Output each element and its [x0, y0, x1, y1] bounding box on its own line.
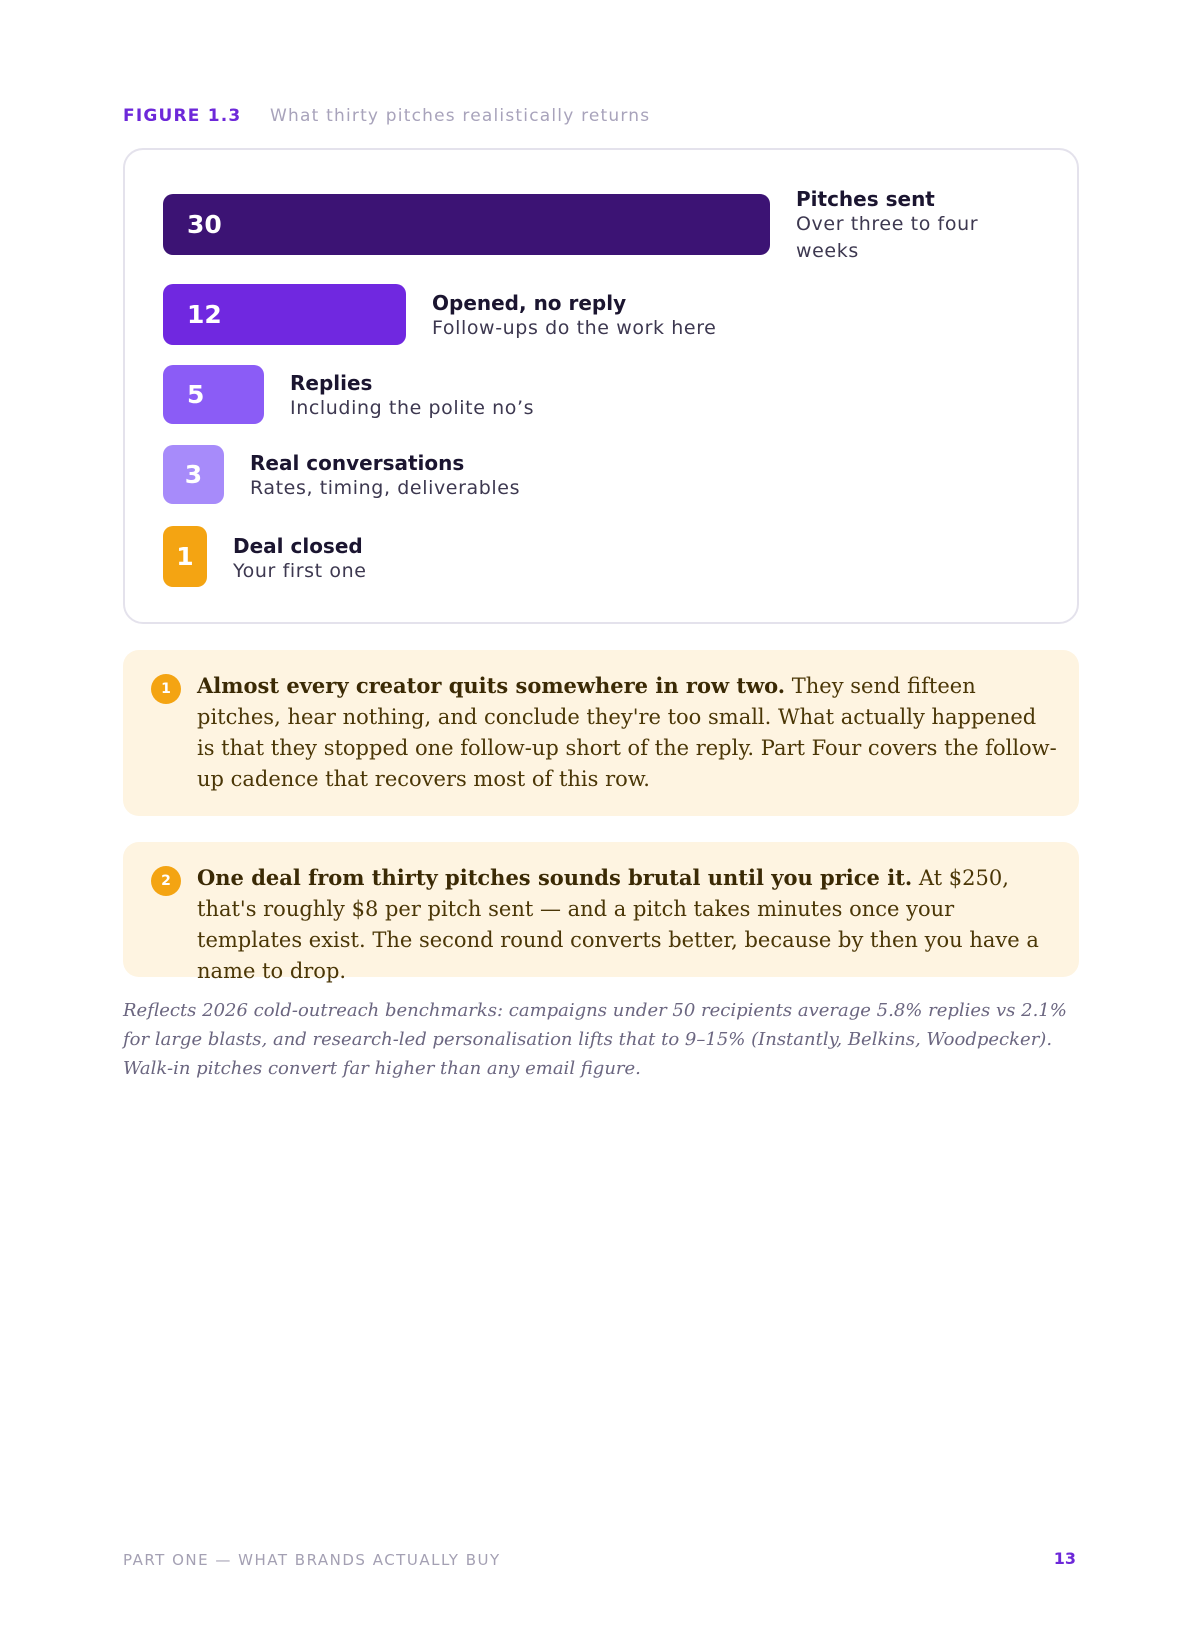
funnel-bar [163, 445, 224, 504]
funnel-row-title: Deal closed [233, 534, 363, 558]
callout-body: They send fifteen pitches, hear nothing, and conclude they're too small. What actually happened is that they stopped one follow-up short of the reply. Part Four covers the follow-up cadence that recovers most of this row. [197, 674, 1057, 791]
funnel-row-title: Replies [290, 371, 373, 395]
funnel-row-text [290, 371, 534, 422]
funnel-row-text [796, 187, 978, 265]
funnel-bar-value: 5 [187, 380, 205, 409]
funnel-row-title: Opened, no reply [432, 291, 627, 315]
funnel-bar-value: 12 [187, 300, 222, 329]
funnel-row-title: Real conversations [250, 451, 465, 475]
source-note: Reflects 2026 cold-outreach benchmarks: campaigns under 50 recipients average 5.8% replies vs 2.1% for large blasts, and research-led personalisation lifts that to 9–15% (Instantly, Belkins, Woodpecker). Walk-in pitches convert far higher than any email figure. [123, 1000, 1067, 1079]
funnel-bar [163, 526, 207, 587]
funnel-row-subtitle: Including the polite no’s [290, 397, 535, 419]
funnel-row-text [432, 291, 716, 342]
callout-lead: Almost every creator quits somewhere in row two. [197, 673, 786, 698]
callout-body: At $250, that's roughly $8 per pitch sent — and a pitch takes minutes once your templates exist. The second round converts better, because by then you have a name to drop. [197, 866, 1039, 983]
figure-label: FIGURE 1.3 [123, 106, 242, 126]
funnel-row-subtitle: Rates, timing, deliverables [250, 477, 521, 499]
funnel-row-subtitle: Over three to four [796, 213, 979, 235]
callout-number-badge: 1 [151, 674, 181, 704]
callout-lead: One deal from thirty pitches sounds brutal until you price it. [197, 865, 913, 890]
page-number: 13 [1053, 1549, 1076, 1568]
figure-title: What thirty pitches realistically returns [270, 106, 651, 126]
funnel-row-subtitle: Follow-ups do the work here [432, 317, 717, 339]
callout-number-badge: 2 [151, 866, 181, 896]
funnel-bar [163, 284, 406, 345]
figure-caption [123, 106, 650, 126]
funnel-chart [123, 148, 1079, 624]
callout-text [197, 670, 1057, 795]
funnel-row-title: Pitches sent [796, 187, 935, 211]
funnel-bar-value: 30 [187, 210, 222, 239]
funnel-bar-value: 1 [176, 542, 194, 571]
funnel-row-subtitle: Your first one [233, 560, 367, 582]
callout-text [197, 862, 1057, 987]
footer-section-title: PART ONE — WHAT BRANDS ACTUALLY BUY [123, 1551, 501, 1569]
funnel-bar-value: 3 [184, 460, 203, 489]
funnel-row-text [250, 451, 520, 502]
funnel-bar [163, 365, 264, 424]
funnel-row-subtitle-cont: weeks [796, 240, 859, 262]
funnel-bar [163, 194, 770, 255]
callout-box [123, 842, 1079, 983]
funnel-row-text [233, 534, 367, 585]
callout-box [123, 650, 1079, 816]
